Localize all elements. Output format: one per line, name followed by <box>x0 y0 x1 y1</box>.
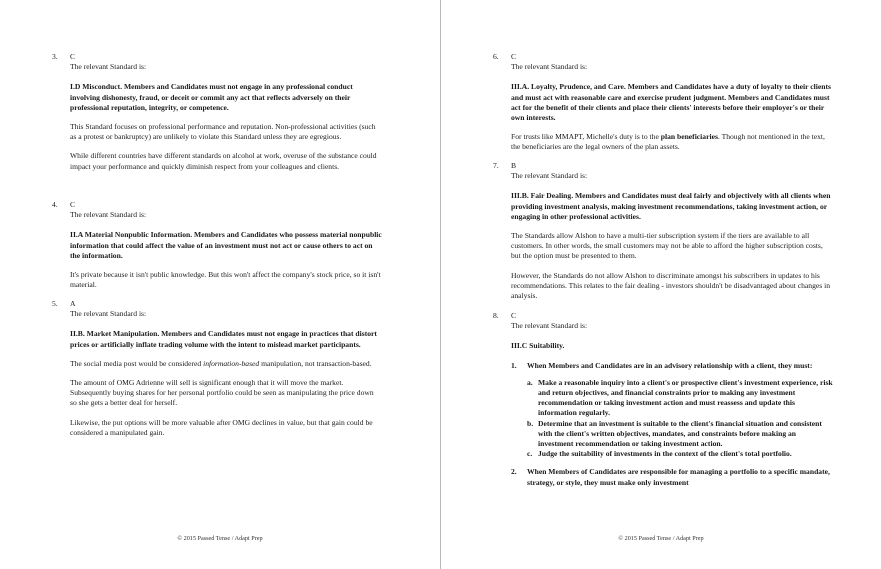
standard-text: II.B. Market Manipulation. Members and Candidates must not engage in practices that distort prices or artificially inflate trading volume with the intent to mislead market participants. <box>70 329 377 349</box>
page-footer: © 2015 Passed Tense / Adapt Prep <box>618 535 704 542</box>
explanation-paragraph: It's private because it isn't public knowledge. But this won't affect the company's stock price, so it isn't material. <box>70 270 381 290</box>
sub-list <box>527 378 833 460</box>
explanation-paragraph: This Standard focuses on professional performance and reputation. Non-professional activities (such as a protest or bankruptcy) are unlikely to violate this Standard unless they are egregious. <box>70 122 376 142</box>
explanation-paragraph: However, the Standards do not allow Alshon to discriminate amongst his subscribers in updates to his recommendations. This relates to the fair dealing - investors shouldn't be disadvantaged about changes in analysis. <box>511 270 831 301</box>
question-number: 8. <box>493 311 499 320</box>
explanation-paragraph: The amount of OMG Adrienne will sell is significant enough that it will move the market. Subsequently buying shares for her personal portfolio could be seen as manipulating the price down so she gets a better deal for herself. <box>70 378 374 408</box>
explanation-paragraph: For trusts like MMAPT, Michelle's duty is to the plan beneficiaries. Though not mentioned in the text, the beneficiaries are the legal owners of the plan assets. <box>511 132 825 152</box>
right-page <box>441 0 881 569</box>
intro-text: The relevant Standard is: <box>511 321 588 331</box>
intro-text: The relevant Standard is: <box>511 62 588 72</box>
list-item: 2. When Members of Candidates are responsible for managing a portfolio to a specific mandate, strategy, or style, they must make only investment <box>511 467 830 487</box>
answer-letter: C <box>70 200 76 209</box>
question-number: 6. <box>493 52 499 61</box>
answer-letter: B <box>511 161 517 170</box>
question-number: 3. <box>52 52 58 61</box>
sub-list-item: c. Judge the suitability of investments in the context of the client's total portfolio. <box>527 449 792 459</box>
question-number: 4. <box>52 200 58 209</box>
page-footer: © 2015 Passed Tense / Adapt Prep <box>177 535 263 542</box>
intro-text: The relevant Standard is: <box>70 309 147 319</box>
question-number: 5. <box>52 299 58 308</box>
answer-letter: C <box>511 311 517 320</box>
answer-letter: C <box>70 52 76 61</box>
explanation-paragraph: The Standards allow Alshon to have a multi-tier subscription system if the tiers are available to all customers. In other words, the small customers may not be able to afford the higher subscription costs, but the option must be presented to them. <box>511 231 823 261</box>
list-item: 1. When Members and Candidates are in an advisory relationship with a client, they must: a. Make a reasonable inquiry into a client's or prospective client's investment experience, risk and return objectives, and financial constraints prior to making any investment recommendation or taking investment action and must reassess and update this information regularly. b. Determine that an investment is suitable to the client's financial situation and consistent with the client's written objectives, mandates, and constraints before making an investment recommendation or taking investment action. c. Judge the suitability of investments in the context of the client's total portfolio. <box>511 360 833 459</box>
intro-text: The relevant Standard is: <box>70 62 147 72</box>
standard-text: II.A Material Nonpublic Information. Members and Candidates who possess material nonpublic information that could affect the value of an investment must not act or cause others to act on the information. <box>70 230 382 260</box>
answer-letter: C <box>511 52 517 61</box>
intro-text: The relevant Standard is: <box>511 171 588 181</box>
standard-text: I.D Misconduct. Members and Candidates must not engage in any professional conduct involving dishonesty, fraud, or deceit or commit any act that reflects adversely on their professional reputation, integrity, or competence. <box>70 82 353 112</box>
explanation-paragraph: Likewise, the put options will be more valuable after OMG declines in value, but that gain could be considered a manipulated gain. <box>70 417 373 437</box>
standard-text: III.C Suitability. <box>511 341 565 351</box>
explanation-paragraph: The social media post would be considered information-based manipulation, not transaction-based. <box>70 358 372 368</box>
intro-text: The relevant Standard is: <box>70 210 147 220</box>
explanation-paragraph: While different countries have different standards on alcohol at work, overuse of the substance could impact your performance and quickly diminish respect from your colleagues and clients. <box>70 151 377 171</box>
standard-text: III.A. Loyalty, Prudence, and Care. Members and Candidates have a duty of loyalty to their clients and must act with reasonable care and exercise prudent judgment. Members and Candidates must act for the benefit of their clients and place their clients' interests before their employer's or their own interests. <box>511 82 831 123</box>
suitability-list <box>511 361 833 488</box>
answer-letter: A <box>70 299 76 308</box>
sub-list-item: b. Determine that an investment is suitable to the client's financial situation and consistent with the client's written objectives, mandates, and constraints before making an investment recommendation or taking investment action. <box>527 418 822 449</box>
standard-text: III.B. Fair Dealing. Members and Candidates must deal fairly and objectively with all clients when providing investment analysis, making investment recommendations, taking investment action, or engaging in other professional activities. <box>511 191 831 221</box>
sub-list-item: a. Make a reasonable inquiry into a client's or prospective client's investment experience, risk and return objectives, and financial constraints prior to making any investment recommendation or taking investment action and must reassess and update this information regularly. <box>527 377 833 418</box>
question-number: 7. <box>493 161 499 170</box>
left-page <box>0 0 440 569</box>
